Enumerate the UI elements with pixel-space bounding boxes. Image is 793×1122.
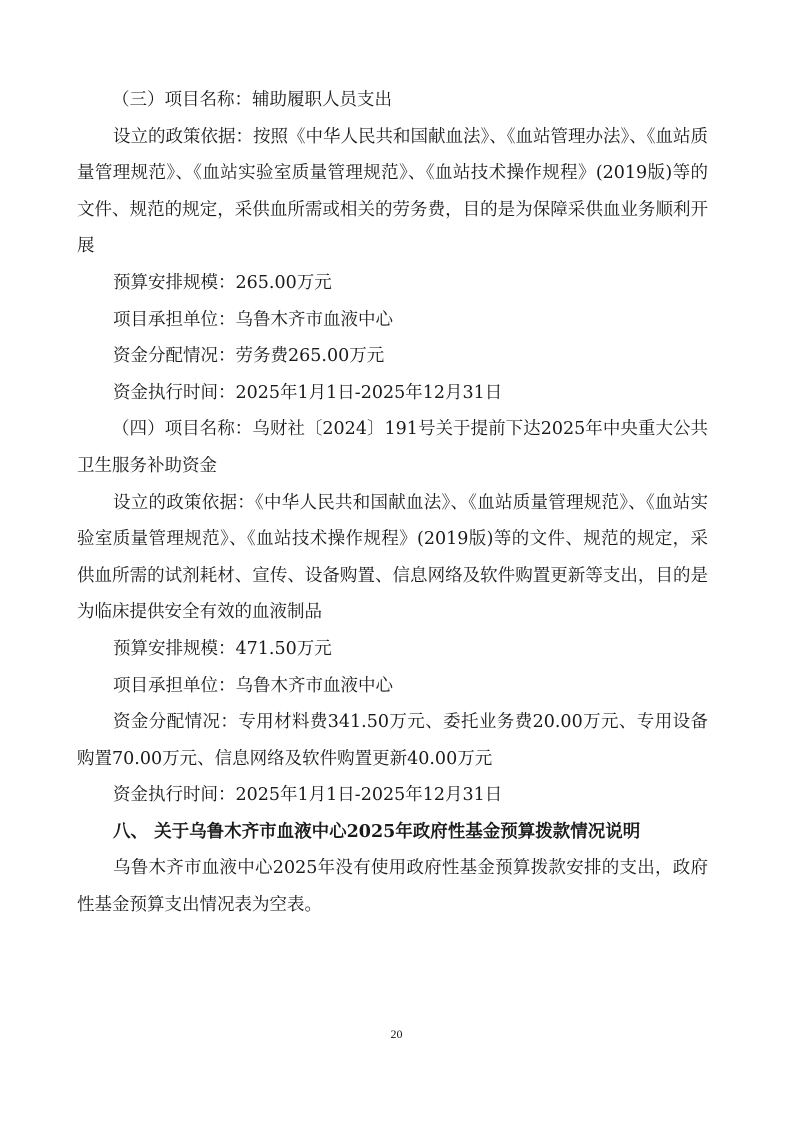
section-3-execution-time: 资金执行时间：2025年1月1日-2025年12月31日 <box>113 382 503 403</box>
section-4-budget-scale: 预算安排规模：471.50万元 <box>113 638 332 659</box>
section-4-fund-allocation: 资金分配情况：专用材料费341.50万元、委托业务费20.00万元、专用设备购置70.00万元、信息网络及软件购置更新40.00万元 <box>77 712 708 769</box>
page-number: 20 <box>390 1027 403 1041</box>
section-4-policy-basis: 设立的政策依据：《中华人民共和国献血法》、《血站质量管理规范》、《血站实验室质量管理规范》、《血站技术操作规程》(2019版)等的文件、规范的规定，采供血所需的试剂耗材、宣传、设备购置、信息网络及软件购置更新等支出，目的是为临床提供安全有效的血液制品 <box>77 492 708 623</box>
section-3-policy-basis: 设立的政策依据：按照《中华人民共和国献血法》、《血站管理办法》、《血站质量管理规范》、《血站实验室质量管理规范》、《血站技术操作规程》(2019版)等的文件、规范的规定，采供血所需或相关的劳务费，目的是为保障采供血业务顺利开展 <box>77 126 708 257</box>
section-4-title: （四）项目名称：乌财社〔2024〕191号关于提前下达2025年中央重大公共卫生服务补助资金 <box>77 419 708 476</box>
section-8-heading: 八、 关于乌鲁木齐市血液中心2025年政府性基金预算拨款情况说明 <box>113 821 641 842</box>
section-3-budget-scale: 预算安排规模：265.00万元 <box>113 272 332 293</box>
body-text <box>77 82 708 924</box>
section-4-execution-time: 资金执行时间：2025年1月1日-2025年12月31日 <box>113 785 503 806</box>
section-4-responsible-unit: 项目承担单位：乌鲁木齐市血液中心 <box>113 675 393 696</box>
section-3-fund-allocation: 资金分配情况：劳务费265.00万元 <box>113 346 385 367</box>
section-8-body: 乌鲁木齐市血液中心2025年没有使用政府性基金预算拨款安排的支出，政府性基金预算支出情况表为空表。 <box>77 858 708 916</box>
section-3-responsible-unit: 项目承担单位：乌鲁木齐市血液中心 <box>113 309 393 330</box>
section-3-title: （三）项目名称：辅助履职人员支出 <box>112 90 392 110</box>
